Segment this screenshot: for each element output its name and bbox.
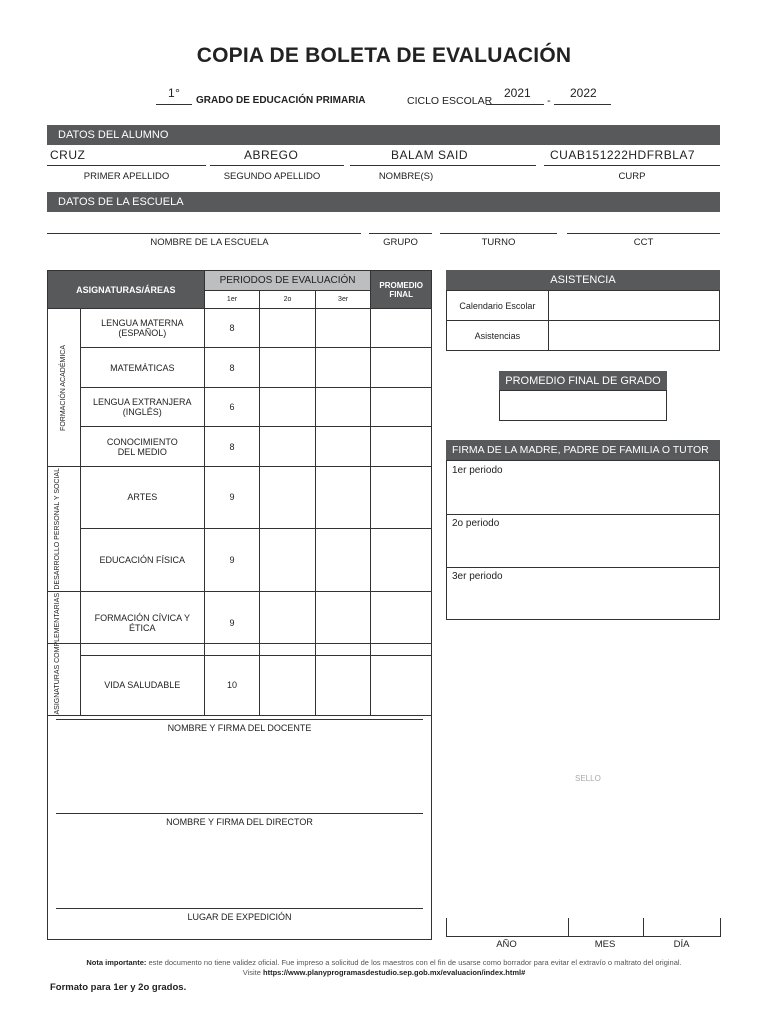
final-cell[interactable] <box>371 528 432 591</box>
curp-value: CUAB151222HDFRBLA7 <box>550 148 696 162</box>
note-url[interactable]: https://www.planyprogramasdestudio.sep.gob.mx/evaluacion/index.html# <box>263 968 526 977</box>
attendance-value[interactable] <box>548 321 719 351</box>
director-signature-label: NOMBRE Y FIRMA DEL DIRECTOR <box>166 817 313 827</box>
grade-p1-cell[interactable]: 9 <box>204 528 260 591</box>
date-month-field[interactable] <box>567 918 644 937</box>
grade-p2-cell[interactable] <box>260 348 316 388</box>
cct-label: CCT <box>633 237 654 248</box>
note-bold: Nota importante: <box>86 958 147 967</box>
parent-period-2-label: 2o periodo <box>452 518 500 529</box>
subject-cell: CONOCIMIENTO DEL MEDIO <box>80 427 204 467</box>
cycle-start-value: 2021 <box>504 86 531 100</box>
grade-p2-cell[interactable] <box>260 427 316 467</box>
cct-field[interactable] <box>567 218 720 234</box>
grade-p3-cell[interactable] <box>315 528 371 591</box>
grade-p1-cell[interactable]: 8 <box>204 427 260 467</box>
table-row <box>48 528 432 591</box>
second-surname-field[interactable] <box>210 147 344 166</box>
names-value: BALAM SAID <box>391 148 469 162</box>
grade-p1-cell[interactable]: 9 <box>204 467 260 529</box>
cycle-separator: - <box>547 95 551 107</box>
subject-cell: VIDA SALUDABLE <box>80 655 204 716</box>
group-complementarias-label: ASIGNATURAS COMPLEMENTARIAS <box>53 592 61 715</box>
subject-cell: EDUCACIÓN FÍSICA <box>80 528 204 591</box>
group-label: GRUPO <box>383 237 418 248</box>
attendance-table <box>446 290 720 351</box>
period-1-header: 1er <box>204 291 260 309</box>
important-note <box>40 958 728 978</box>
parent-signature-box <box>446 460 720 620</box>
names-label: NOMBRE(S) <box>378 171 434 182</box>
cycle-end-field[interactable] <box>554 86 611 105</box>
parent-period-2-area[interactable] <box>447 514 719 568</box>
teacher-signature-label: NOMBRE Y FIRMA DEL DOCENTE <box>167 723 312 733</box>
first-surname-value: CRUZ <box>50 148 86 162</box>
place-label: LUGAR DE EXPEDICIÓN <box>187 912 292 922</box>
director-signature-line[interactable] <box>56 813 423 814</box>
signatures-box <box>47 643 432 940</box>
group-desarrollo-label: DESARROLLO PERSONAL Y SOCIAL <box>53 468 61 590</box>
final-average-box[interactable] <box>499 390 667 421</box>
grade-p2-cell[interactable] <box>260 528 316 591</box>
table-row <box>48 309 432 348</box>
group-field[interactable] <box>369 218 432 234</box>
note-visit: Visite <box>242 968 263 977</box>
parent-period-3-area[interactable] <box>447 567 719 619</box>
parent-period-1-label: 1er periodo <box>452 465 503 476</box>
group-desarrollo <box>48 467 81 592</box>
periods-header: PERIODOS DE EVALUACIÓN <box>204 271 371 291</box>
format-note: Formato para 1er y 2o grados. <box>50 982 187 993</box>
place-line[interactable] <box>56 908 423 909</box>
table-row <box>48 427 432 467</box>
calendar-label: Calendario Escolar <box>447 291 549 321</box>
grade-label: GRADO DE EDUCACIÓN PRIMARIA <box>196 95 366 106</box>
date-day-field[interactable] <box>643 918 721 937</box>
shift-label: TURNO <box>481 237 516 248</box>
shift-field[interactable] <box>440 218 557 234</box>
subject-cell: LENGUA EXTRANJERA (INGLÉS) <box>80 388 204 427</box>
seal-label: SELLO <box>575 774 601 783</box>
grade-p1-cell[interactable]: 8 <box>204 348 260 388</box>
second-surname-label: SEGUNDO APELLIDO <box>223 171 321 182</box>
subjects-header: ASIGNATURAS/ÁREAS <box>48 271 205 309</box>
grade-value: 1° <box>168 86 181 100</box>
final-average-title: PROMEDIO FINAL DE GRADO <box>499 371 667 391</box>
grade-p1-cell[interactable]: 9 <box>204 591 260 655</box>
school-name-field[interactable] <box>47 218 361 234</box>
grade-p1-cell[interactable]: 10 <box>204 655 260 716</box>
grade-p3-cell[interactable] <box>315 467 371 529</box>
first-surname-field[interactable] <box>47 147 206 166</box>
table-row <box>48 348 432 388</box>
final-average-header: PROMEDIO FINAL <box>371 271 432 309</box>
grade-p3-cell[interactable] <box>315 388 371 427</box>
grade-field[interactable] <box>156 86 192 105</box>
period-2-header: 2o <box>260 291 316 309</box>
date-year-label: AÑO <box>496 939 517 950</box>
date-month-label: MES <box>594 939 616 950</box>
names-field[interactable] <box>350 147 536 166</box>
curp-field[interactable] <box>544 147 720 166</box>
cycle-start-field[interactable] <box>486 86 544 105</box>
cycle-label: CICLO ESCOLAR <box>407 95 493 107</box>
grade-p2-cell[interactable] <box>260 309 316 348</box>
parent-signature-header: FIRMA DE LA MADRE, PADRE DE FAMILIA O TUTOR <box>446 440 720 460</box>
attendance-label: Asistencias <box>447 321 549 351</box>
table-row <box>48 467 432 529</box>
grade-p2-cell[interactable] <box>260 467 316 529</box>
parent-period-1-area[interactable] <box>447 461 719 515</box>
second-surname-value: ABREGO <box>244 148 299 162</box>
cycle-end-value: 2022 <box>570 86 597 100</box>
teacher-signature-line[interactable] <box>56 719 423 720</box>
school-section-header: DATOS DE LA ESCUELA <box>47 192 720 212</box>
student-section-header: DATOS DEL ALUMNO <box>47 125 720 145</box>
grade-p3-cell[interactable] <box>315 348 371 388</box>
first-surname-label: PRIMER APELLIDO <box>83 171 170 182</box>
calendar-value[interactable] <box>548 291 719 321</box>
group-academica <box>48 309 81 467</box>
final-cell[interactable] <box>371 348 432 388</box>
school-name-label: NOMBRE DE LA ESCUELA <box>150 237 269 248</box>
subject-cell: MATEMÁTICAS <box>80 348 204 388</box>
subject-cell: ARTES <box>80 467 204 529</box>
date-day-label: DÍA <box>673 939 690 950</box>
subject-cell: FORMACIÓN CÍVICA Y ÉTICA <box>80 591 204 655</box>
curp-label: CURP <box>618 171 646 182</box>
subject-cell: LENGUA MATERNA (ESPAÑOL) <box>80 309 204 348</box>
final-cell[interactable] <box>371 388 432 427</box>
attendance-header: ASISTENCIA <box>446 270 720 290</box>
period-3-header: 3er <box>315 291 371 309</box>
note-text: este documento no tiene validez oficial. Fue impreso a solicitud de los maestros con el fin de usarse como borrador para evitar el extravío o maltrato del original. <box>146 958 682 967</box>
grade-p3-cell[interactable] <box>315 427 371 467</box>
page-title: COPIA DE BOLETA DE EVALUACIÓN <box>196 44 572 67</box>
final-cell[interactable] <box>371 309 432 348</box>
grade-p3-cell[interactable] <box>315 309 371 348</box>
grade-p1-cell[interactable]: 6 <box>204 388 260 427</box>
parent-period-3-label: 3er periodo <box>452 571 503 582</box>
final-cell[interactable] <box>371 467 432 529</box>
final-cell[interactable] <box>371 427 432 467</box>
grade-p1-cell[interactable]: 8 <box>204 309 260 348</box>
group-academica-label: FORMACIÓN ACADÉMICA <box>60 344 68 431</box>
date-year-field[interactable] <box>446 918 569 937</box>
table-row <box>48 388 432 427</box>
grade-p2-cell[interactable] <box>260 388 316 427</box>
